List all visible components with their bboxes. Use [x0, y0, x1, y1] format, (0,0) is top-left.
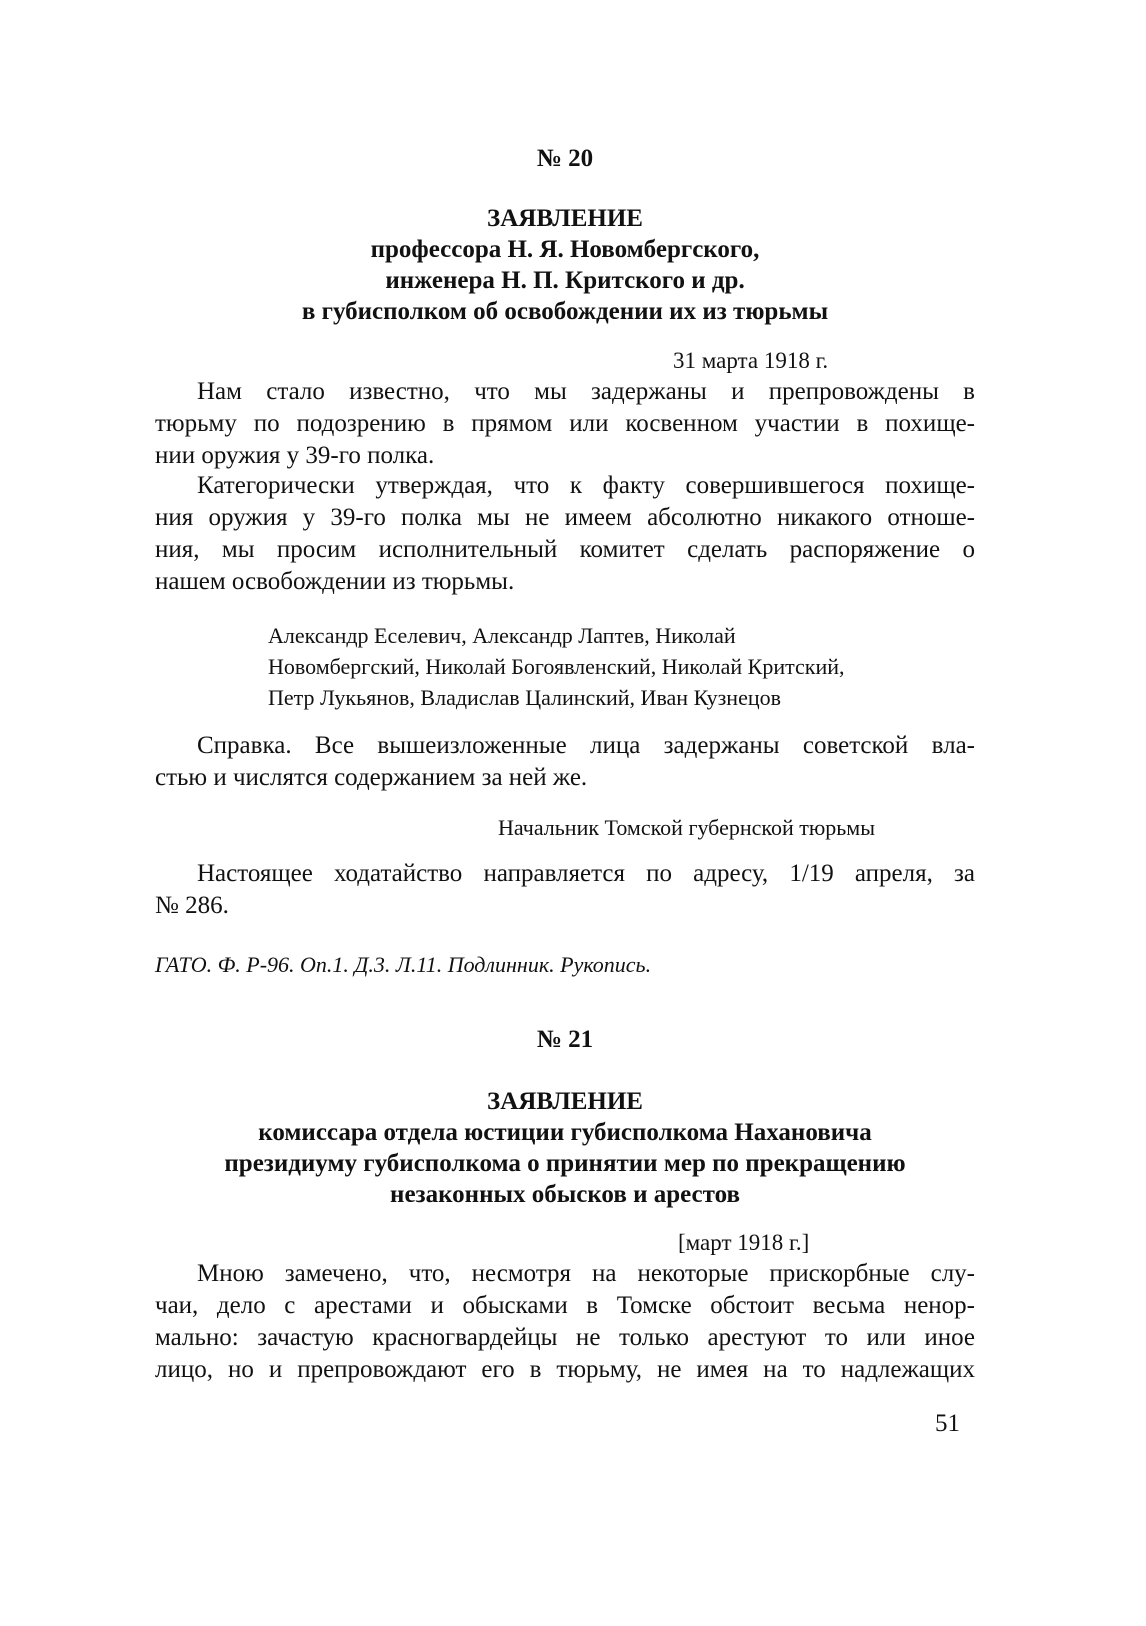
doc21-title-line: ЗАЯВЛЕНИЕ [487, 1088, 643, 1115]
doc20-title-line: в губисполком об освобождении их из тюрьмы [301, 298, 829, 325]
text-line: Настоящее ходатайство направляется по адресу, 1/19 апреля, за [197, 860, 975, 887]
text-line: ния, мы просим исполнительный комитет сделать распоряжение о [155, 536, 975, 563]
doc20-paragraph-1 [155, 376, 975, 472]
text-line: нашем освобождении из тюрьмы. [155, 568, 515, 595]
text-line: Справка. Все вышеизложенные лица задержаны советской вла- [197, 732, 975, 759]
doc21-date: [март 1918 г.] [678, 1230, 810, 1255]
text-line: ния оружия у 39-го полка мы не имеем абсолютно никакого отноше- [155, 504, 975, 531]
doc20-title-line: профессора Н. Я. Новомбергского, [370, 236, 760, 263]
doc20-title-line: ЗАЯВЛЕНИЕ [487, 205, 643, 232]
doc20-paragraph-2 [155, 470, 975, 598]
text-line: чаи, дело с арестами и обысками в Томске обстоит весьма ненор- [155, 1292, 975, 1319]
doc20-number: № 20 [536, 145, 594, 172]
doc21-title [155, 1086, 975, 1210]
doc20-reference-signer: Начальник Томской губернской тюрьмы [498, 815, 876, 840]
doc20-reference [155, 730, 975, 794]
signature-line: Новомбергский, Николай Богоявленский, Николай Критский, [268, 654, 845, 679]
text-line: Мною замечено, что, несмотря на некоторые прискорбные слу- [197, 1260, 975, 1287]
doc21-title-line: комиссара отдела юстиции губисполкома Нахановича [258, 1119, 872, 1146]
text-line: мально: зачастую красногвардейцы не только арестуют то или иное [155, 1324, 975, 1351]
text-line: Категорически утверждая, что к факту совершившегося похище- [197, 472, 975, 499]
doc20-archive-source: ГАТО. Ф. Р-96. Оп.1. Д.3. Л.11. Подлинник. Рукопись. [155, 952, 652, 977]
doc20-date: 31 марта 1918 г. [673, 348, 829, 373]
text-line: нии оружия у 39-го полка. [155, 442, 435, 469]
doc20-title [155, 203, 975, 327]
text-line: стью и числятся содержанием за ней же. [155, 764, 588, 791]
text-line: тюрьму по подозрению в прямом или косвенном участии в похище- [155, 410, 975, 437]
signature-line: Александр Еселевич, Александр Лаптев, Николай [268, 623, 736, 648]
doc20-forward-note [155, 858, 975, 922]
doc21-paragraph-1 [155, 1258, 975, 1386]
document-page [155, 0, 975, 1626]
doc20-signatures [268, 620, 968, 713]
text-line: лицо, но и препровождают его в тюрьму, не имея на то надлежащих [155, 1356, 975, 1383]
text-line: № 286. [155, 892, 229, 919]
doc21-title-line: незаконных обысков и арестов [390, 1181, 740, 1208]
doc21-number: № 21 [536, 1026, 594, 1053]
signature-line: Петр Лукьянов, Владислав Цалинский, Иван Кузнецов [268, 685, 781, 710]
page-number: 51 [935, 1410, 960, 1437]
doc20-title-line: инженера Н. П. Критского и др. [385, 267, 745, 294]
text-line: Нам стало известно, что мы задержаны и препровождены в [197, 378, 975, 405]
doc21-title-line: президиуму губисполкома о принятии мер по прекращению [224, 1150, 906, 1177]
